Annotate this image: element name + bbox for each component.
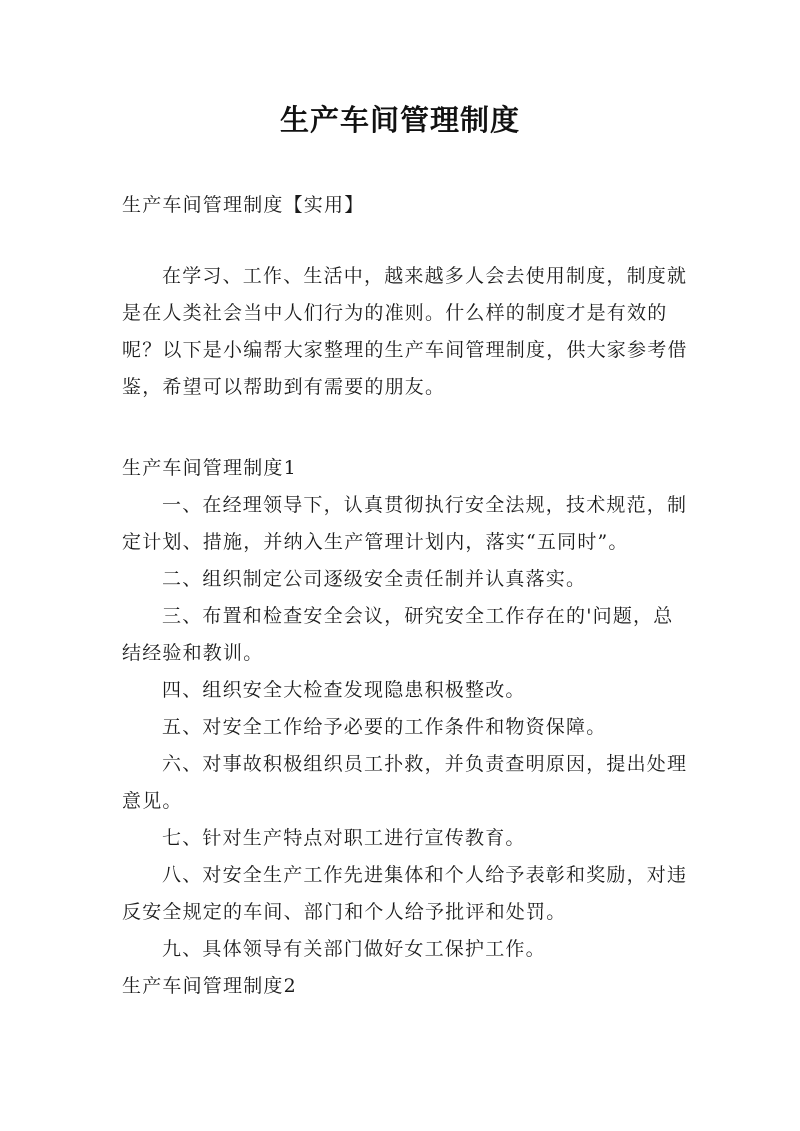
section-heading-1: 生产车间管理制度1: [122, 457, 297, 479]
intro-paragraph: 在学习、工作、生活中，越来越多人会去使用制度，制度就是在人类社会当中人们行为的准则。什么样的制度才是有效的呢？以下是小编帮大家整理的生产车间管理制度，供大家参考借鉴，希望可以帮助到有需要的朋友。: [122, 265, 688, 398]
list-item: 九、具体领导有关部门做好女工保护工作。: [162, 938, 546, 960]
list-item: 五、对安全工作给予必要的工作条件和物资保障。: [162, 716, 607, 738]
list-item: 四、组织安全大检查发现隐患积极整改。: [162, 679, 526, 701]
list-item: 八、对安全生产工作先进集体和个人给予表彰和奖励，对违反安全规定的车间、部门和个人给予批评和处罚。: [122, 864, 688, 923]
list-item: 七、针对生产特点对职工进行宣传教育。: [162, 827, 526, 849]
list-item: 一、在经理领导下，认真贯彻执行安全法规，技术规范，制定计划、措施，并纳入生产管理计划内，落实“五同时”。: [122, 494, 688, 553]
section-heading-2: 生产车间管理制度2: [122, 975, 297, 997]
list-item: 三、布置和检查安全会议，研究安全工作存在的'问题，总结经验和教训。: [122, 605, 674, 664]
document-subtitle: 生产车间管理制度【实用】: [122, 194, 365, 216]
document-title: 生产车间管理制度: [279, 103, 520, 137]
list-item: 六、对事故积极组织员工扑救，并负责查明原因，提出处理意见。: [122, 753, 688, 812]
list-item: 二、组织制定公司逐级安全责任制并认真落实。: [162, 568, 587, 590]
